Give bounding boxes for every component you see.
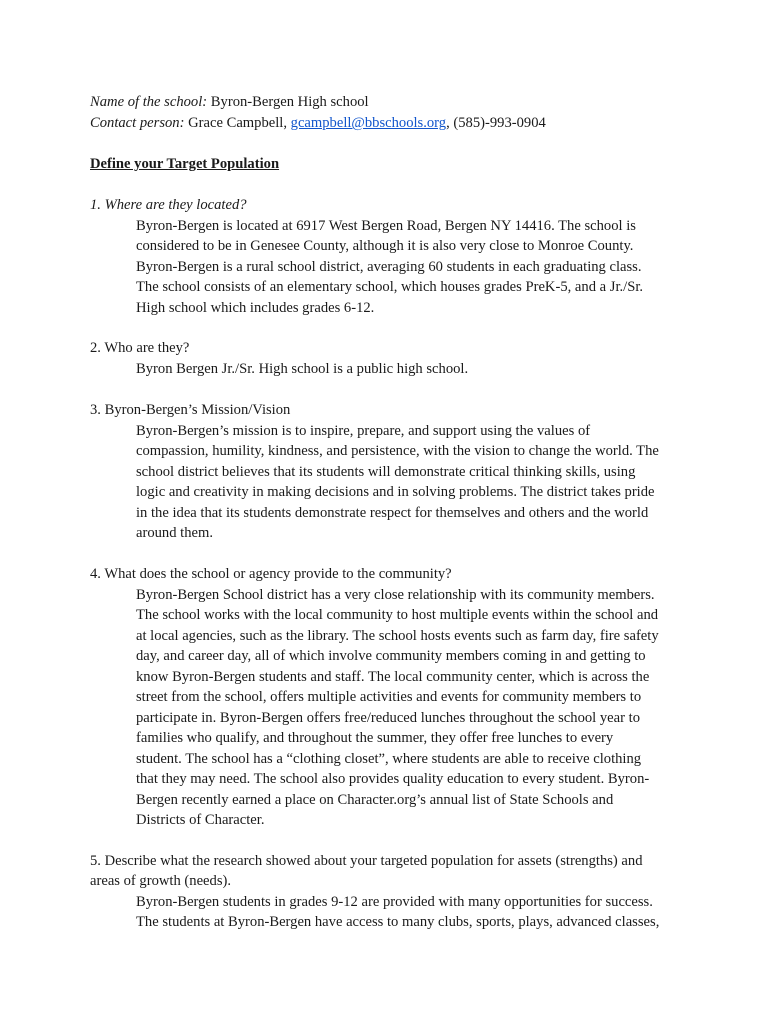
question-5: 5. Describe what the research showed about your targeted population for assets (strengths) and <box>90 853 643 869</box>
contact-label: Contact person: <box>90 115 185 131</box>
school-name-value: Byron-Bergen High school <box>210 94 369 110</box>
q4-line: know Byron-Bergen students and staff. The local community center, which is across the <box>136 669 650 685</box>
contact-email-link[interactable]: gcampbell@bbschools.org <box>290 115 447 131</box>
q1-line: The school consists of an elementary school, which houses grades PreK-5, and a Jr./Sr. <box>136 279 644 295</box>
q4-line: street from the school, offers multiple activities and events for community members to <box>136 689 642 705</box>
q4-line: participate in. Byron-Bergen offers free/reduced lunches throughout the school year to <box>136 710 640 726</box>
question-3: 3. Byron-Bergen’s Mission/Vision <box>90 402 291 418</box>
q3-line: Byron-Bergen’s mission is to inspire, prepare, and support using the values of <box>136 423 591 439</box>
q4-line: student. The school has a “clothing closet”, where students are able to receive clothing <box>136 751 642 767</box>
question-5-cont: areas of growth (needs). <box>90 873 232 889</box>
q4-line: Byron-Bergen School district has a very close relationship with its community members. <box>136 587 655 603</box>
school-name-line <box>90 92 369 112</box>
q1-line: considered to be in Genesee County, although it is also very close to Monroe County. <box>136 238 634 254</box>
q5-line: The students at Byron-Bergen have access to many clubs, sports, plays, advanced classes, <box>136 914 660 930</box>
q3-line: in the idea that its students demonstrate respect for themselves and others and the world <box>136 505 649 521</box>
contact-phone: , (585)-993-0904 <box>446 115 546 131</box>
q3-line: compassion, humility, kindness, and persistence, with the vision to change the world. The <box>136 443 659 459</box>
question-2: 2. Who are they? <box>90 340 190 356</box>
q4-line: The school works with the local community to host multiple events within the school and <box>136 607 659 623</box>
q1-line: Byron-Bergen is located at 6917 West Bergen Road, Bergen NY 14416. The school is <box>136 218 636 234</box>
q4-line: Bergen recently earned a place on Character.org’s annual list of State Schools and <box>136 792 614 808</box>
q4-line: Districts of Character. <box>136 812 265 828</box>
q3-line: logic and creativity in making decisions and in solving problems. The district takes pride <box>136 484 655 500</box>
q2-line: Byron Bergen Jr./Sr. High school is a public high school. <box>136 361 469 377</box>
q4-line: day, and career day, all of which involve community members coming in and getting to <box>136 648 646 664</box>
q4-line: that they may need. The school also provides quality education to every student. Byron- <box>136 771 650 787</box>
q1-line: High school which includes grades 6-12. <box>136 300 375 316</box>
q3-line: around them. <box>136 525 214 541</box>
school-name-label: Name of the school: <box>90 94 208 110</box>
q4-line: at local agencies, such as the library. The school hosts events such as farm day, fire safety <box>136 628 659 644</box>
q4-line: families who qualify, and throughout the summer, they offer free lunches to every <box>136 730 614 746</box>
q3-line: school district believes that its students will demonstrate critical thinking skills, using <box>136 464 636 480</box>
question-4: 4. What does the school or agency provide to the community? <box>90 566 452 582</box>
q1-line: Byron-Bergen is a rural school district, averaging 60 students in each graduating class. <box>136 259 642 275</box>
q5-line: Byron-Bergen students in grades 9-12 are provided with many opportunities for success. <box>136 894 653 910</box>
question-1: 1. Where are they located? <box>90 197 247 213</box>
section-heading: Define your Target Population <box>90 156 280 172</box>
contact-name: Grace Campbell, <box>188 115 287 131</box>
contact-line <box>90 113 546 133</box>
